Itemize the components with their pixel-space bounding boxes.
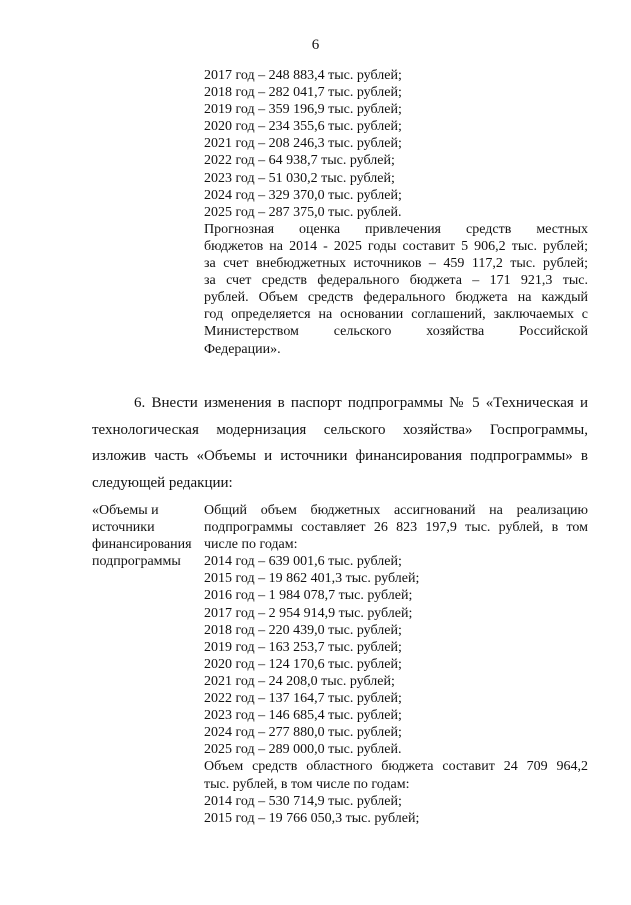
year-line: 2024 год – 277 880,0 тыс. рублей; [204, 725, 402, 741]
section-6-paragraph [92, 390, 588, 496]
year-line: 2025 год – 287 375,0 тыс. рублей. [204, 204, 402, 220]
year-line: 2023 год – 146 685,4 тыс. рублей; [204, 708, 402, 724]
year-line: 2018 год – 282 041,7 тыс. рублей; [204, 85, 402, 101]
year-line: 2014 год – 639 001,6 тыс. рублей; [204, 554, 402, 570]
paragraph-line: за счет средств федерального бюджета – 171 921,3 тыс. [204, 273, 588, 289]
paragraph-line: Министерством сельского хозяйства Российской [204, 324, 588, 340]
label-line: «Объемы и [92, 503, 159, 518]
paragraph-line: тыс. рублей, в том числе по годам: [204, 776, 410, 792]
year-line: 2020 год – 234 355,6 тыс. рублей; [204, 119, 402, 135]
page-number: 6 [311, 37, 320, 53]
year-line: 2023 год – 51 030,2 тыс. рублей; [204, 170, 395, 186]
year-line: 2019 год – 163 253,7 тыс. рублей; [204, 639, 402, 655]
label-line: финансирования [92, 537, 192, 553]
year-line: 2015 год – 19 766 050,3 тыс. рублей; [204, 810, 420, 826]
paragraph-line: следующей редакции: [92, 474, 233, 491]
year-line: 2018 год – 220 439,0 тыс. рублей; [204, 622, 402, 638]
paragraph-line: числе по годам: [204, 537, 298, 553]
passport-content-cell [204, 502, 588, 827]
label-line: подпрограммы [92, 554, 181, 570]
year-line: 2021 год – 24 208,0 тыс. рублей; [204, 673, 395, 689]
year-list [204, 67, 588, 221]
paragraph-line: Прогнозная оценка привлечения средств местных [204, 221, 588, 237]
year-line: 2016 год – 1 984 078,7 тыс. рублей; [204, 588, 413, 604]
year-line: 2015 год – 19 862 401,3 тыс. рублей; [204, 571, 420, 587]
total-year-list [204, 553, 588, 758]
passport-label-cell [92, 502, 204, 570]
year-line: 2020 год – 124 170,6 тыс. рублей; [204, 656, 402, 672]
paragraph-line: бюджетов на 2014 - 2025 годы составит 5 906,2 тыс. рублей; [204, 238, 588, 254]
paragraph-line: Общий объем бюджетных ассигнований на реализацию [204, 503, 588, 518]
year-line: 2014 год – 530 714,9 тыс. рублей; [204, 793, 402, 809]
regional-funding-intro [204, 758, 588, 792]
paragraph-line: Объем средств областного бюджета составит 24 709 964,2 [204, 759, 588, 775]
year-line: 2022 год – 64 938,7 тыс. рублей; [204, 153, 395, 169]
year-line: 2025 год – 289 000,0 тыс. рублей. [204, 742, 402, 758]
label-line: источники [92, 520, 155, 536]
paragraph-line: технологическая модернизация сельского хозяйства» Госпрограммы, [92, 421, 588, 438]
year-line: 2019 год – 359 196,9 тыс. рублей; [204, 102, 402, 118]
paragraph-line: изложив часть «Объемы и источники финансирования подпрограммы» в [92, 448, 588, 464]
year-line: 2024 год – 329 370,0 тыс. рублей; [204, 187, 402, 203]
year-line: 2022 год – 137 164,7 тыс. рублей; [204, 691, 402, 707]
paragraph-line: год определяется на основании соглашений, заключаемых с [204, 307, 588, 323]
total-funding-intro [204, 502, 588, 553]
regional-year-list [204, 793, 588, 827]
paragraph-line: рублей. Объем средств федерального бюджета на каждый [204, 290, 588, 306]
year-line: 2017 год – 248 883,4 тыс. рублей; [204, 68, 402, 83]
paragraph-line: Федерации». [204, 341, 281, 357]
paragraph-line: подпрограммы составляет 26 823 197,9 тыс. рублей, в том [204, 520, 588, 536]
year-line: 2017 год – 2 954 914,9 тыс. рублей; [204, 605, 413, 621]
paragraph-line: 6. Внести изменения в паспорт подпрограммы № 5 «Техническая и [134, 395, 588, 411]
year-line: 2021 год – 208 246,3 тыс. рублей; [204, 136, 402, 152]
paragraph-line: за счет внебюджетных источников – 459 117,2 тыс. рублей; [204, 256, 588, 272]
forecast-paragraph [204, 221, 588, 358]
funding-continuation-block [204, 67, 588, 358]
